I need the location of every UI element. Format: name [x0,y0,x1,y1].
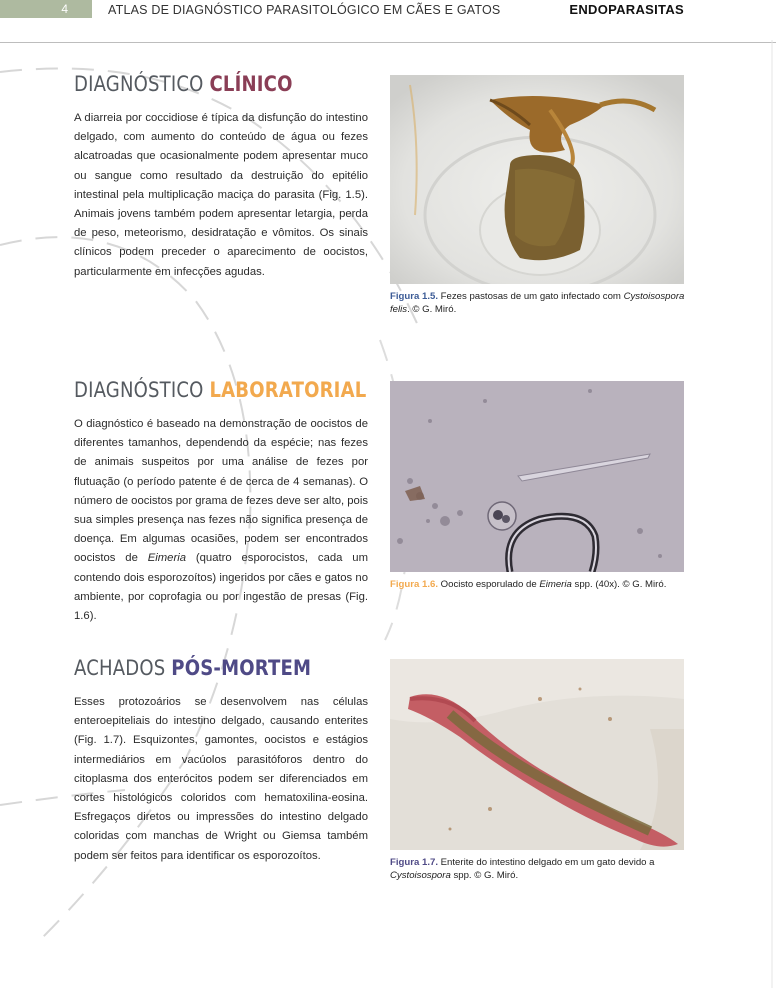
heading-plain: DIAGNÓSTICO [74,72,204,96]
caption-text: Oocisto esporulado de [437,579,540,590]
paragraph-laboratorial [74,415,368,626]
heading-diagnostico-clinico [74,72,293,96]
heading-accent: PÓS-MORTEM [171,656,312,680]
caption-credit: spp. © G. Miró. [450,870,519,881]
heading-achados-pos-mortem [74,656,311,680]
paragraph-clinico: A diarreia por coccidiose é típica da disfunção do intestino delgado, com aumento do conteúdo de água ou fezes alcatroadas que ocasionalmente podem apresentar muco ou sangue como resultado da destruição do epitélio intestinal pela multiplicação maciça do parasita (Fig. 1.5). Animais jovens também podem apresentar letargia, perda de peso, meteorismo, desidratação e vômitos. Os sinais clínicos podem preceder o aparecimento de oocistos, particularmente em infecções agudas. [74,112,368,278]
running-title: ATLAS DE DIAGNÓSTICO PARASITOLÓGICO EM CÃES E GATOS [108,3,501,17]
page-header [0,0,776,24]
figure-1-6-photo [390,381,684,572]
heading-plain: DIAGNÓSTICO [74,378,204,402]
paragraph-pos-mortem: Esses protozoários se desenvolvem nas células enteroepiteliais do intestino delgado, causando enterites (Fig. 1.7). Esquizontes, gamontes, oocistos e estágios intermediários em vacúolos parasitóforos dentro do citoplasma dos enterócitos podem ser diferenciados em cortes histológicos coloridos com hematoxilina-eosina. Esfregaços diretos ou impressões do intestino delgado coloridas com manchas de Wright ou Giemsa também podem ser feitos para identificar os esporozoítos. [74,696,368,862]
header-divider [0,42,776,43]
paragraph-italic: Eimeria [147,552,187,565]
caption-italic: Cystoisospora felis [390,291,685,315]
heading-plain: ACHADOS [74,656,166,680]
caption-credit: . © G. Miró. [407,304,457,315]
page-number: 4 [61,2,68,16]
page-number-tab [0,0,92,18]
section-title: ENDOPARASITAS [569,2,684,17]
heading-diagnostico-laboratorial [74,378,366,402]
caption-italic: Cystoisospora [390,870,451,881]
heading-accent: CLÍNICO [209,72,293,96]
paragraph-part: O diagnóstico é baseado na demonstração de oocistos de diferentes tamanhos, dependendo da espécie; nas fezes de animais suspeitos por uma análise de fezes por flutuação (o período patente é de cerca de 4 semanas). O número de oocistos por grama de fezes deve ser alto, pois sua simples presença nas fezes não significa presença de doença. Em algumas ocasiões, podem ser encontrados oocistos de [74,418,368,565]
caption-label: Figura 1.7. [390,857,438,868]
caption-label: Figura 1.5. [390,291,438,302]
heading-accent: LABORATORIAL [209,378,367,402]
figure-1-5-photo [390,75,684,284]
caption-figure-1-6 [390,578,686,591]
caption-text: Enterite do intestino delgado em um gato devido a [437,857,655,868]
caption-figure-1-7 [390,856,686,882]
caption-text: Fezes pastosas de um gato infectado com [437,291,624,302]
caption-label: Figura 1.6. [390,579,438,590]
paragraph-part: (quatro esporocistos, cada um contendo dois esporozoítos) ingeridos por cães e gatos no ambiente, por coprofagia ou por ingestão de presas (Fig. 1.6). [74,552,368,623]
caption-italic: Eimeria [539,579,572,590]
caption-figure-1-5 [390,290,686,316]
caption-credit: spp. (40x). © G. Miró. [571,579,667,590]
figure-1-7-photo [390,659,684,850]
